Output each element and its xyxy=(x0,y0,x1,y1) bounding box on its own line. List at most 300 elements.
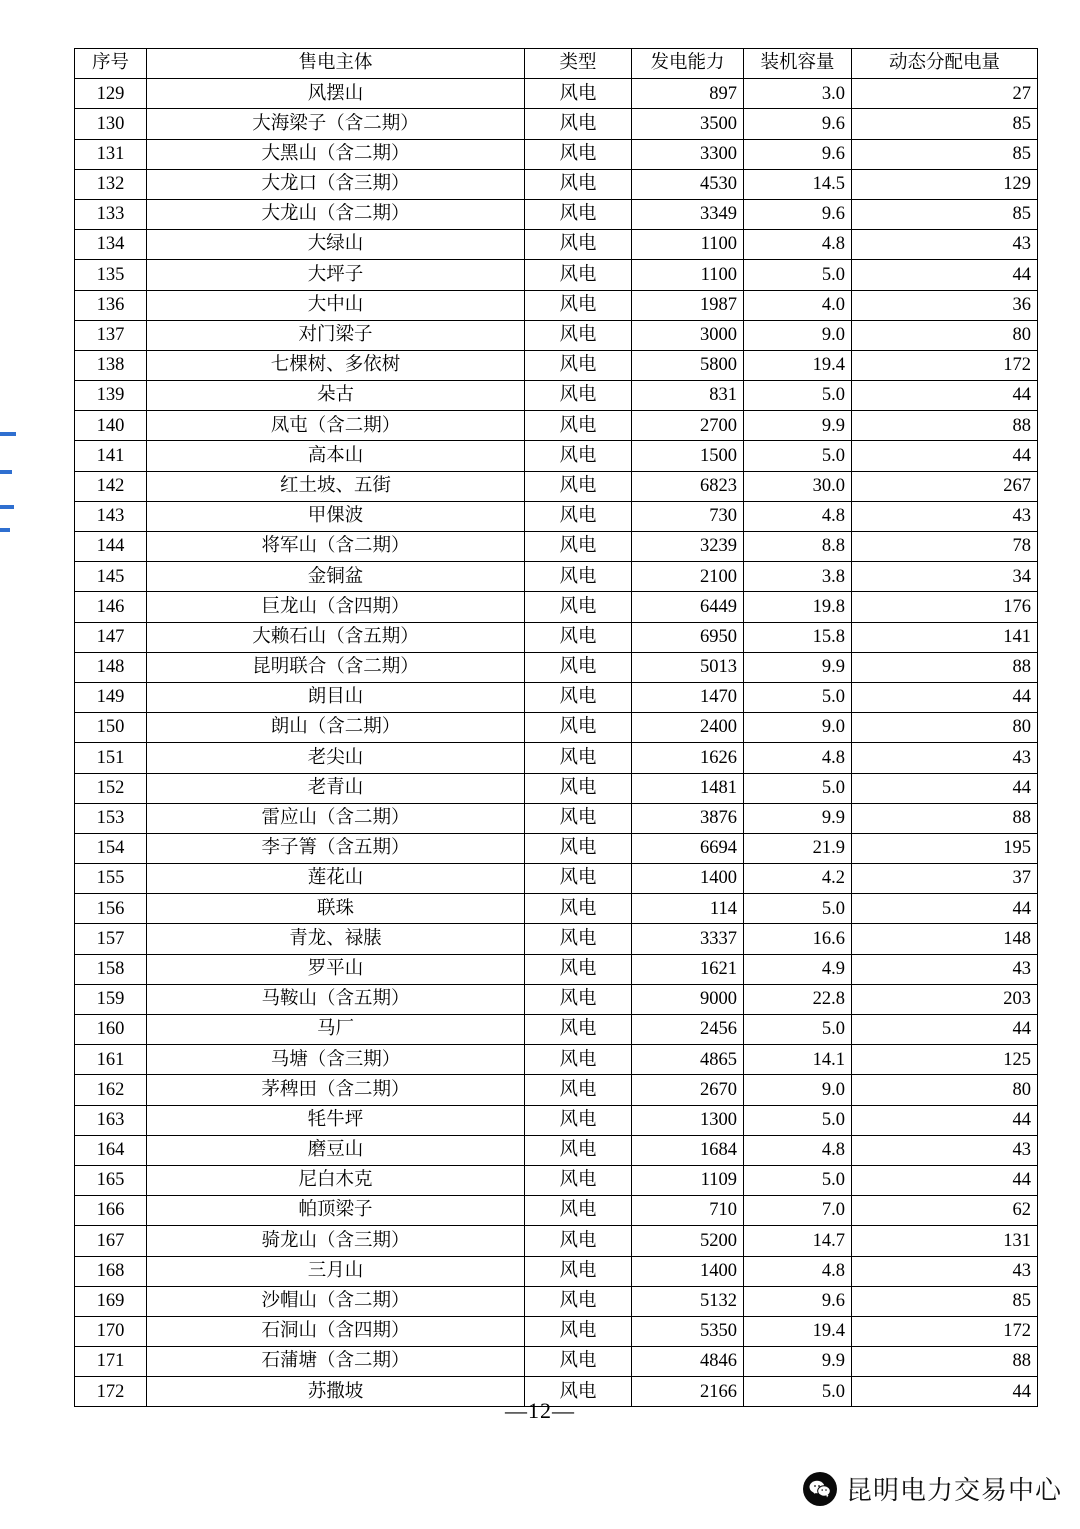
table-row xyxy=(75,773,1038,803)
table-row xyxy=(75,320,1038,350)
cell-entity: 马塘（含三期） xyxy=(147,1045,525,1075)
table-row xyxy=(75,1286,1038,1316)
cell-installed: 5.0 xyxy=(744,1165,852,1195)
table-row xyxy=(75,79,1038,109)
table-row xyxy=(75,1015,1038,1045)
cell-installed: 3.8 xyxy=(744,562,852,592)
cell-installed: 30.0 xyxy=(744,471,852,501)
table-row xyxy=(75,833,1038,863)
page-number: —12— xyxy=(505,1398,575,1423)
cell-entity: 苏撒坡 xyxy=(147,1377,525,1407)
cell-entity: 磨豆山 xyxy=(147,1135,525,1165)
cell-capacity: 1400 xyxy=(632,864,744,894)
cell-entity: 大绿山 xyxy=(147,230,525,260)
cell-index: 138 xyxy=(75,350,147,380)
cell-entity: 大中山 xyxy=(147,290,525,320)
cell-capacity: 3500 xyxy=(632,109,744,139)
cell-installed: 19.4 xyxy=(744,350,852,380)
cell-installed: 4.9 xyxy=(744,954,852,984)
table-row xyxy=(75,169,1038,199)
cell-type: 风电 xyxy=(525,924,632,954)
cell-capacity: 4846 xyxy=(632,1347,744,1377)
cell-entity: 尼白木克 xyxy=(147,1165,525,1195)
cell-capacity: 6694 xyxy=(632,833,744,863)
cell-index: 144 xyxy=(75,532,147,562)
cell-entity: 李子箐（含五期） xyxy=(147,833,525,863)
table-row xyxy=(75,984,1038,1014)
cell-type: 风电 xyxy=(525,984,632,1014)
cell-index: 130 xyxy=(75,109,147,139)
cell-entity: 联珠 xyxy=(147,894,525,924)
cell-allocation: 125 xyxy=(852,1045,1038,1075)
cell-allocation: 267 xyxy=(852,471,1038,501)
cell-index: 151 xyxy=(75,743,147,773)
cell-entity: 莲花山 xyxy=(147,864,525,894)
cell-capacity: 5200 xyxy=(632,1226,744,1256)
cell-index: 152 xyxy=(75,773,147,803)
cell-entity: 骑龙山（含三期） xyxy=(147,1226,525,1256)
cell-entity: 甲倮波 xyxy=(147,501,525,531)
cell-index: 169 xyxy=(75,1286,147,1316)
cell-type: 风电 xyxy=(525,803,632,833)
cell-allocation: 172 xyxy=(852,350,1038,380)
cell-entity: 对门梁子 xyxy=(147,320,525,350)
table-row xyxy=(75,894,1038,924)
cell-entity: 石洞山（含四期） xyxy=(147,1316,525,1346)
cell-allocation: 43 xyxy=(852,743,1038,773)
cell-index: 162 xyxy=(75,1075,147,1105)
cell-entity: 沙帽山（含二期） xyxy=(147,1286,525,1316)
cell-type: 风电 xyxy=(525,1075,632,1105)
cell-type: 风电 xyxy=(525,1347,632,1377)
table-header-row xyxy=(75,49,1038,79)
cell-capacity: 2670 xyxy=(632,1075,744,1105)
cell-entity: 老尖山 xyxy=(147,743,525,773)
cell-entity: 帕顶梁子 xyxy=(147,1196,525,1226)
table-row xyxy=(75,441,1038,471)
cell-type: 风电 xyxy=(525,169,632,199)
cell-type: 风电 xyxy=(525,1015,632,1045)
cell-installed: 8.8 xyxy=(744,532,852,562)
cell-allocation: 27 xyxy=(852,79,1038,109)
margin-mark xyxy=(0,528,10,532)
cell-allocation: 44 xyxy=(852,1377,1038,1407)
cell-installed: 5.0 xyxy=(744,773,852,803)
cell-entity: 将军山（含二期） xyxy=(147,532,525,562)
cell-type: 风电 xyxy=(525,1256,632,1286)
cell-allocation: 78 xyxy=(852,532,1038,562)
cell-allocation: 85 xyxy=(852,199,1038,229)
cell-installed: 5.0 xyxy=(744,1105,852,1135)
cell-installed: 9.9 xyxy=(744,411,852,441)
cell-type: 风电 xyxy=(525,622,632,652)
cell-installed: 4.8 xyxy=(744,501,852,531)
cell-allocation: 203 xyxy=(852,984,1038,1014)
cell-type: 风电 xyxy=(525,79,632,109)
cell-index: 150 xyxy=(75,713,147,743)
cell-index: 159 xyxy=(75,984,147,1014)
cell-type: 风电 xyxy=(525,441,632,471)
cell-type: 风电 xyxy=(525,1105,632,1135)
cell-index: 143 xyxy=(75,501,147,531)
cell-allocation: 43 xyxy=(852,501,1038,531)
column-header-installed: 装机容量 xyxy=(744,49,852,79)
power-allocation-table xyxy=(74,48,1037,1407)
cell-type: 风电 xyxy=(525,1045,632,1075)
cell-capacity: 4865 xyxy=(632,1045,744,1075)
cell-index: 164 xyxy=(75,1135,147,1165)
cell-index: 155 xyxy=(75,864,147,894)
table-row xyxy=(75,924,1038,954)
cell-type: 风电 xyxy=(525,1226,632,1256)
cell-type: 风电 xyxy=(525,894,632,924)
cell-type: 风电 xyxy=(525,381,632,411)
cell-installed: 14.1 xyxy=(744,1045,852,1075)
cell-index: 167 xyxy=(75,1226,147,1256)
cell-allocation: 62 xyxy=(852,1196,1038,1226)
cell-installed: 5.0 xyxy=(744,682,852,712)
margin-mark xyxy=(0,432,16,436)
cell-index: 147 xyxy=(75,622,147,652)
cell-index: 172 xyxy=(75,1377,147,1407)
cell-type: 风电 xyxy=(525,682,632,712)
cell-entity: 红土坡、五街 xyxy=(147,471,525,501)
cell-installed: 5.0 xyxy=(744,1015,852,1045)
table-row xyxy=(75,1045,1038,1075)
cell-installed: 9.6 xyxy=(744,139,852,169)
cell-installed: 5.0 xyxy=(744,381,852,411)
cell-index: 137 xyxy=(75,320,147,350)
cell-allocation: 80 xyxy=(852,713,1038,743)
cell-entity: 石蒲塘（含二期） xyxy=(147,1347,525,1377)
cell-allocation: 85 xyxy=(852,1286,1038,1316)
cell-index: 166 xyxy=(75,1196,147,1226)
cell-capacity: 5800 xyxy=(632,350,744,380)
cell-allocation: 88 xyxy=(852,652,1038,682)
cell-installed: 4.8 xyxy=(744,1256,852,1286)
cell-allocation: 80 xyxy=(852,320,1038,350)
cell-type: 风电 xyxy=(525,230,632,260)
cell-capacity: 1481 xyxy=(632,773,744,803)
cell-index: 145 xyxy=(75,562,147,592)
cell-type: 风电 xyxy=(525,713,632,743)
cell-entity: 牦牛坪 xyxy=(147,1105,525,1135)
cell-allocation: 44 xyxy=(852,773,1038,803)
cell-type: 风电 xyxy=(525,290,632,320)
cell-type: 风电 xyxy=(525,532,632,562)
cell-capacity: 1100 xyxy=(632,230,744,260)
cell-entity: 大黑山（含二期） xyxy=(147,139,525,169)
cell-allocation: 44 xyxy=(852,441,1038,471)
cell-type: 风电 xyxy=(525,954,632,984)
table-row xyxy=(75,682,1038,712)
cell-allocation: 44 xyxy=(852,260,1038,290)
column-header-allocation: 动态分配电量 xyxy=(852,49,1038,79)
cell-installed: 4.2 xyxy=(744,864,852,894)
cell-allocation: 43 xyxy=(852,954,1038,984)
cell-entity: 昆明联合（含二期） xyxy=(147,652,525,682)
cell-type: 风电 xyxy=(525,592,632,622)
cell-allocation: 141 xyxy=(852,622,1038,652)
cell-allocation: 195 xyxy=(852,833,1038,863)
table-row xyxy=(75,532,1038,562)
cell-capacity: 2700 xyxy=(632,411,744,441)
cell-entity: 凤屯（含二期） xyxy=(147,411,525,441)
table-row xyxy=(75,713,1038,743)
table-row xyxy=(75,743,1038,773)
cell-allocation: 88 xyxy=(852,803,1038,833)
cell-installed: 5.0 xyxy=(744,1377,852,1407)
cell-capacity: 1109 xyxy=(632,1165,744,1195)
cell-capacity: 3337 xyxy=(632,924,744,954)
cell-type: 风电 xyxy=(525,1135,632,1165)
cell-index: 132 xyxy=(75,169,147,199)
cell-index: 171 xyxy=(75,1347,147,1377)
cell-type: 风电 xyxy=(525,743,632,773)
cell-capacity: 730 xyxy=(632,501,744,531)
cell-index: 170 xyxy=(75,1316,147,1346)
cell-index: 129 xyxy=(75,79,147,109)
cell-capacity: 5013 xyxy=(632,652,744,682)
cell-allocation: 88 xyxy=(852,411,1038,441)
column-header-entity: 售电主体 xyxy=(147,49,525,79)
cell-entity: 老青山 xyxy=(147,773,525,803)
footer-brand xyxy=(803,1470,1062,1507)
cell-index: 142 xyxy=(75,471,147,501)
cell-capacity: 5350 xyxy=(632,1316,744,1346)
cell-installed: 21.9 xyxy=(744,833,852,863)
cell-index: 165 xyxy=(75,1165,147,1195)
cell-index: 139 xyxy=(75,381,147,411)
table-row xyxy=(75,622,1038,652)
cell-entity: 朵古 xyxy=(147,381,525,411)
margin-mark xyxy=(0,470,12,474)
wechat-icon xyxy=(803,1472,837,1506)
cell-allocation: 44 xyxy=(852,1105,1038,1135)
table-row xyxy=(75,1226,1038,1256)
table-row xyxy=(75,803,1038,833)
cell-allocation: 85 xyxy=(852,109,1038,139)
cell-installed: 9.6 xyxy=(744,109,852,139)
table-row xyxy=(75,592,1038,622)
cell-entity: 金铜盆 xyxy=(147,562,525,592)
cell-capacity: 1400 xyxy=(632,1256,744,1286)
cell-type: 风电 xyxy=(525,1286,632,1316)
cell-entity: 风摆山 xyxy=(147,79,525,109)
cell-capacity: 1621 xyxy=(632,954,744,984)
cell-installed: 5.0 xyxy=(744,441,852,471)
cell-capacity: 6823 xyxy=(632,471,744,501)
cell-installed: 14.7 xyxy=(744,1226,852,1256)
cell-entity: 大龙口（含三期） xyxy=(147,169,525,199)
cell-entity: 马鞍山（含五期） xyxy=(147,984,525,1014)
table-row xyxy=(75,1347,1038,1377)
cell-entity: 马厂 xyxy=(147,1015,525,1045)
cell-allocation: 43 xyxy=(852,1256,1038,1286)
cell-allocation: 34 xyxy=(852,562,1038,592)
cell-index: 158 xyxy=(75,954,147,984)
cell-type: 风电 xyxy=(525,139,632,169)
cell-installed: 5.0 xyxy=(744,894,852,924)
cell-installed: 16.6 xyxy=(744,924,852,954)
cell-installed: 7.0 xyxy=(744,1196,852,1226)
cell-index: 136 xyxy=(75,290,147,320)
cell-type: 风电 xyxy=(525,471,632,501)
cell-installed: 4.0 xyxy=(744,290,852,320)
cell-capacity: 2166 xyxy=(632,1377,744,1407)
cell-allocation: 88 xyxy=(852,1347,1038,1377)
cell-capacity: 3000 xyxy=(632,320,744,350)
cell-capacity: 3239 xyxy=(632,532,744,562)
cell-allocation: 43 xyxy=(852,1135,1038,1165)
cell-entity: 巨龙山（含四期） xyxy=(147,592,525,622)
cell-installed: 4.8 xyxy=(744,743,852,773)
cell-capacity: 1100 xyxy=(632,260,744,290)
cell-installed: 14.5 xyxy=(744,169,852,199)
table-row xyxy=(75,260,1038,290)
cell-capacity: 9000 xyxy=(632,984,744,1014)
cell-type: 风电 xyxy=(525,833,632,863)
cell-index: 131 xyxy=(75,139,147,169)
cell-allocation: 85 xyxy=(852,139,1038,169)
cell-type: 风电 xyxy=(525,109,632,139)
cell-type: 风电 xyxy=(525,562,632,592)
cell-entity: 茅稗田（含二期） xyxy=(147,1075,525,1105)
cell-capacity: 3349 xyxy=(632,199,744,229)
column-header-capacity: 发电能力 xyxy=(632,49,744,79)
cell-installed: 15.8 xyxy=(744,622,852,652)
table-row xyxy=(75,471,1038,501)
cell-entity: 大坪子 xyxy=(147,260,525,290)
cell-installed: 9.6 xyxy=(744,1286,852,1316)
cell-type: 风电 xyxy=(525,501,632,531)
cell-capacity: 4530 xyxy=(632,169,744,199)
footer-brand-text: 昆明电力交易中心 xyxy=(845,1476,1062,1505)
cell-index: 168 xyxy=(75,1256,147,1286)
cell-type: 风电 xyxy=(525,1377,632,1407)
table-row xyxy=(75,1105,1038,1135)
cell-allocation: 44 xyxy=(852,1165,1038,1195)
cell-capacity: 1987 xyxy=(632,290,744,320)
cell-allocation: 172 xyxy=(852,1316,1038,1346)
cell-index: 141 xyxy=(75,441,147,471)
cell-capacity: 1684 xyxy=(632,1135,744,1165)
cell-installed: 22.8 xyxy=(744,984,852,1014)
cell-entity: 三月山 xyxy=(147,1256,525,1286)
cell-entity: 朗目山 xyxy=(147,682,525,712)
table-row xyxy=(75,381,1038,411)
cell-index: 157 xyxy=(75,924,147,954)
cell-installed: 9.9 xyxy=(744,652,852,682)
table-row xyxy=(75,199,1038,229)
table-row xyxy=(75,1075,1038,1105)
cell-index: 133 xyxy=(75,199,147,229)
cell-index: 140 xyxy=(75,411,147,441)
cell-installed: 4.8 xyxy=(744,230,852,260)
table-row xyxy=(75,230,1038,260)
cell-index: 148 xyxy=(75,652,147,682)
cell-allocation: 44 xyxy=(852,381,1038,411)
cell-capacity: 2456 xyxy=(632,1015,744,1045)
cell-index: 153 xyxy=(75,803,147,833)
table-row xyxy=(75,139,1038,169)
cell-allocation: 43 xyxy=(852,230,1038,260)
cell-capacity: 3876 xyxy=(632,803,744,833)
cell-allocation: 129 xyxy=(852,169,1038,199)
cell-entity: 罗平山 xyxy=(147,954,525,984)
cell-allocation: 44 xyxy=(852,894,1038,924)
cell-type: 风电 xyxy=(525,320,632,350)
cell-capacity: 897 xyxy=(632,79,744,109)
cell-index: 163 xyxy=(75,1105,147,1135)
cell-index: 161 xyxy=(75,1045,147,1075)
cell-type: 风电 xyxy=(525,864,632,894)
cell-installed: 9.0 xyxy=(744,713,852,743)
cell-capacity: 2100 xyxy=(632,562,744,592)
column-header-index: 序号 xyxy=(75,49,147,79)
cell-entity: 七棵树、多依树 xyxy=(147,350,525,380)
table-row xyxy=(75,954,1038,984)
cell-installed: 19.4 xyxy=(744,1316,852,1346)
cell-capacity: 1500 xyxy=(632,441,744,471)
table-row xyxy=(75,501,1038,531)
cell-type: 风电 xyxy=(525,350,632,380)
cell-allocation: 148 xyxy=(852,924,1038,954)
cell-index: 156 xyxy=(75,894,147,924)
cell-capacity: 6449 xyxy=(632,592,744,622)
cell-capacity: 1470 xyxy=(632,682,744,712)
cell-allocation: 131 xyxy=(852,1226,1038,1256)
cell-index: 134 xyxy=(75,230,147,260)
cell-entity: 青龙、禄脿 xyxy=(147,924,525,954)
cell-allocation: 80 xyxy=(852,1075,1038,1105)
cell-type: 风电 xyxy=(525,411,632,441)
table-row xyxy=(75,350,1038,380)
cell-allocation: 176 xyxy=(852,592,1038,622)
table-row xyxy=(75,562,1038,592)
table-row xyxy=(75,109,1038,139)
table-row xyxy=(75,1135,1038,1165)
cell-index: 149 xyxy=(75,682,147,712)
cell-entity: 大赖石山（含五期） xyxy=(147,622,525,652)
cell-index: 146 xyxy=(75,592,147,622)
cell-allocation: 44 xyxy=(852,1015,1038,1045)
cell-capacity: 1300 xyxy=(632,1105,744,1135)
cell-type: 风电 xyxy=(525,1196,632,1226)
cell-allocation: 44 xyxy=(852,682,1038,712)
cell-installed: 9.9 xyxy=(744,803,852,833)
table-row xyxy=(75,1196,1038,1226)
cell-entity: 高本山 xyxy=(147,441,525,471)
cell-capacity: 1626 xyxy=(632,743,744,773)
cell-index: 135 xyxy=(75,260,147,290)
cell-type: 风电 xyxy=(525,1165,632,1195)
cell-capacity: 831 xyxy=(632,381,744,411)
cell-allocation: 36 xyxy=(852,290,1038,320)
cell-entity: 大龙山（含二期） xyxy=(147,199,525,229)
cell-allocation: 37 xyxy=(852,864,1038,894)
cell-capacity: 710 xyxy=(632,1196,744,1226)
table-row xyxy=(75,652,1038,682)
cell-entity: 大海梁子（含二期） xyxy=(147,109,525,139)
table-row xyxy=(75,1165,1038,1195)
cell-capacity: 114 xyxy=(632,894,744,924)
cell-capacity: 2400 xyxy=(632,713,744,743)
table-row xyxy=(75,864,1038,894)
cell-type: 风电 xyxy=(525,652,632,682)
cell-index: 154 xyxy=(75,833,147,863)
cell-capacity: 3300 xyxy=(632,139,744,169)
